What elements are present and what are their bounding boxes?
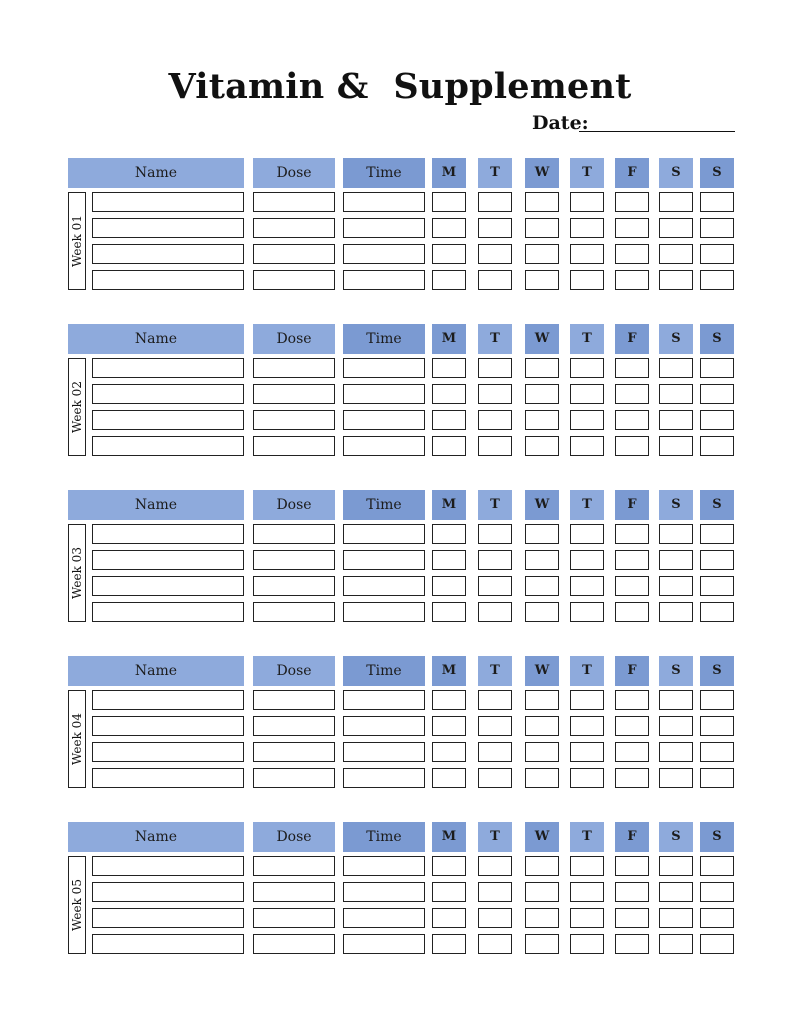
dose-input[interactable] [253, 690, 335, 710]
day-checkbox[interactable] [615, 690, 649, 710]
day-checkbox[interactable] [525, 742, 559, 762]
day-checkbox[interactable] [525, 384, 559, 404]
week-label-box [68, 856, 86, 954]
dose-input[interactable] [253, 934, 335, 954]
name-input[interactable] [92, 716, 244, 736]
column-header-name: Name [68, 656, 244, 686]
day-checkbox[interactable] [478, 244, 512, 264]
day-checkbox[interactable] [570, 882, 604, 902]
dose-input[interactable] [253, 218, 335, 238]
day-checkbox[interactable] [615, 908, 649, 928]
day-checkbox[interactable] [615, 768, 649, 788]
day-checkbox[interactable] [525, 410, 559, 430]
day-checkbox[interactable] [525, 218, 559, 238]
day-checkbox[interactable] [432, 602, 466, 622]
day-checkbox[interactable] [478, 384, 512, 404]
column-header-day: S [659, 158, 693, 188]
dose-input[interactable] [253, 856, 335, 876]
column-header-day: M [432, 822, 466, 852]
day-checkbox[interactable] [525, 602, 559, 622]
column-header-day: M [432, 324, 466, 354]
day-checkbox[interactable] [432, 908, 466, 928]
time-input[interactable] [343, 716, 425, 736]
column-header-day: S [659, 324, 693, 354]
week-block [0, 324, 800, 464]
day-checkbox[interactable] [525, 716, 559, 736]
time-input[interactable] [343, 742, 425, 762]
day-checkbox[interactable] [700, 882, 734, 902]
day-checkbox[interactable] [615, 934, 649, 954]
day-checkbox[interactable] [700, 602, 734, 622]
day-checkbox[interactable] [659, 882, 693, 902]
day-checkbox[interactable] [525, 244, 559, 264]
day-checkbox[interactable] [659, 690, 693, 710]
time-input[interactable] [343, 602, 425, 622]
name-input[interactable] [92, 742, 244, 762]
dose-input[interactable] [253, 192, 335, 212]
day-checkbox[interactable] [570, 856, 604, 876]
day-checkbox[interactable] [432, 358, 466, 378]
day-checkbox[interactable] [570, 908, 604, 928]
day-checkbox[interactable] [570, 244, 604, 264]
day-checkbox[interactable] [615, 436, 649, 456]
day-checkbox[interactable] [525, 358, 559, 378]
day-checkbox[interactable] [432, 550, 466, 570]
day-checkbox[interactable] [700, 550, 734, 570]
name-input[interactable] [92, 768, 244, 788]
day-checkbox[interactable] [432, 716, 466, 736]
column-header-time: Time [343, 324, 425, 354]
day-checkbox[interactable] [432, 856, 466, 876]
day-checkbox[interactable] [659, 524, 693, 544]
column-header-time: Time [343, 490, 425, 520]
day-checkbox[interactable] [478, 218, 512, 238]
day-checkbox[interactable] [525, 768, 559, 788]
day-checkbox[interactable] [700, 384, 734, 404]
day-checkbox[interactable] [525, 192, 559, 212]
day-checkbox[interactable] [700, 934, 734, 954]
dose-input[interactable] [253, 524, 335, 544]
column-header-dose: Dose [253, 324, 335, 354]
day-checkbox[interactable] [570, 410, 604, 430]
day-checkbox[interactable] [478, 934, 512, 954]
name-input[interactable] [92, 270, 244, 290]
name-input[interactable] [92, 576, 244, 596]
day-checkbox[interactable] [432, 384, 466, 404]
date-field-line[interactable] [579, 131, 735, 132]
day-checkbox[interactable] [659, 716, 693, 736]
day-checkbox[interactable] [700, 768, 734, 788]
day-checkbox[interactable] [659, 934, 693, 954]
column-header-day: T [478, 822, 512, 852]
day-checkbox[interactable] [432, 270, 466, 290]
day-checkbox[interactable] [570, 934, 604, 954]
name-input[interactable] [92, 410, 244, 430]
day-checkbox[interactable] [478, 908, 512, 928]
day-checkbox[interactable] [659, 436, 693, 456]
day-checkbox[interactable] [700, 436, 734, 456]
day-checkbox[interactable] [432, 218, 466, 238]
day-checkbox[interactable] [700, 856, 734, 876]
time-input[interactable] [343, 218, 425, 238]
day-checkbox[interactable] [570, 690, 604, 710]
time-input[interactable] [343, 550, 425, 570]
column-header-day: M [432, 656, 466, 686]
day-checkbox[interactable] [478, 716, 512, 736]
day-checkbox[interactable] [478, 768, 512, 788]
name-input[interactable] [92, 856, 244, 876]
day-checkbox[interactable] [478, 270, 512, 290]
column-header-day: F [615, 324, 649, 354]
column-header-day: W [525, 324, 559, 354]
day-checkbox[interactable] [432, 436, 466, 456]
time-input[interactable] [343, 768, 425, 788]
column-header-name: Name [68, 822, 244, 852]
day-checkbox[interactable] [432, 410, 466, 430]
column-header-dose: Dose [253, 490, 335, 520]
time-input[interactable] [343, 410, 425, 430]
column-header-day: M [432, 158, 466, 188]
column-header-name: Name [68, 158, 244, 188]
day-checkbox[interactable] [525, 524, 559, 544]
day-checkbox[interactable] [432, 576, 466, 596]
column-header-day: S [700, 656, 734, 686]
day-checkbox[interactable] [659, 550, 693, 570]
column-header-day: T [570, 656, 604, 686]
day-checkbox[interactable] [525, 856, 559, 876]
name-input[interactable] [92, 358, 244, 378]
day-checkbox[interactable] [615, 384, 649, 404]
dose-input[interactable] [253, 410, 335, 430]
day-checkbox[interactable] [570, 602, 604, 622]
column-header-day: F [615, 490, 649, 520]
day-checkbox[interactable] [570, 742, 604, 762]
column-header-day: F [615, 656, 649, 686]
name-input[interactable] [92, 908, 244, 928]
time-input[interactable] [343, 934, 425, 954]
day-checkbox[interactable] [478, 524, 512, 544]
dose-input[interactable] [253, 270, 335, 290]
name-input[interactable] [92, 436, 244, 456]
day-checkbox[interactable] [432, 690, 466, 710]
page-title: Vitamin & Supplement [168, 66, 632, 107]
day-checkbox[interactable] [570, 716, 604, 736]
day-checkbox[interactable] [570, 524, 604, 544]
day-checkbox[interactable] [615, 856, 649, 876]
week-label: Week 02 [70, 381, 84, 433]
day-checkbox[interactable] [525, 934, 559, 954]
week-label-box [68, 524, 86, 622]
column-header-name: Name [68, 324, 244, 354]
day-checkbox[interactable] [478, 410, 512, 430]
time-input[interactable] [343, 270, 425, 290]
day-checkbox[interactable] [700, 524, 734, 544]
name-input[interactable] [92, 244, 244, 264]
day-checkbox[interactable] [659, 410, 693, 430]
day-checkbox[interactable] [432, 524, 466, 544]
day-checkbox[interactable] [659, 218, 693, 238]
name-input[interactable] [92, 524, 244, 544]
time-input[interactable] [343, 384, 425, 404]
week-block [0, 158, 800, 298]
day-checkbox[interactable] [615, 882, 649, 902]
week-block [0, 822, 800, 962]
day-checkbox[interactable] [432, 882, 466, 902]
dose-input[interactable] [253, 882, 335, 902]
week-label-box [68, 358, 86, 456]
dose-input[interactable] [253, 742, 335, 762]
name-input[interactable] [92, 550, 244, 570]
name-input[interactable] [92, 690, 244, 710]
column-header-dose: Dose [253, 822, 335, 852]
dose-input[interactable] [253, 908, 335, 928]
column-header-day: W [525, 822, 559, 852]
column-header-day: S [700, 158, 734, 188]
day-checkbox[interactable] [615, 270, 649, 290]
day-checkbox[interactable] [525, 576, 559, 596]
name-input[interactable] [92, 384, 244, 404]
column-header-time: Time [343, 158, 425, 188]
day-checkbox[interactable] [700, 742, 734, 762]
time-input[interactable] [343, 882, 425, 902]
column-header-day: W [525, 656, 559, 686]
dose-input[interactable] [253, 436, 335, 456]
day-checkbox[interactable] [700, 908, 734, 928]
week-label: Week 01 [70, 215, 84, 267]
day-checkbox[interactable] [659, 244, 693, 264]
time-input[interactable] [343, 856, 425, 876]
column-header-day: T [570, 490, 604, 520]
time-input[interactable] [343, 192, 425, 212]
day-checkbox[interactable] [659, 384, 693, 404]
column-header-day: S [659, 822, 693, 852]
name-input[interactable] [92, 882, 244, 902]
day-checkbox[interactable] [525, 690, 559, 710]
day-checkbox[interactable] [615, 244, 649, 264]
column-header-day: F [615, 822, 649, 852]
name-input[interactable] [92, 192, 244, 212]
day-checkbox[interactable] [570, 768, 604, 788]
time-input[interactable] [343, 690, 425, 710]
day-checkbox[interactable] [659, 742, 693, 762]
column-header-day: S [659, 656, 693, 686]
time-input[interactable] [343, 576, 425, 596]
day-checkbox[interactable] [478, 576, 512, 596]
column-header-day: T [570, 158, 604, 188]
dose-input[interactable] [253, 576, 335, 596]
name-input[interactable] [92, 602, 244, 622]
day-checkbox[interactable] [615, 524, 649, 544]
time-input[interactable] [343, 244, 425, 264]
day-checkbox[interactable] [570, 436, 604, 456]
time-input[interactable] [343, 358, 425, 378]
dose-input[interactable] [253, 602, 335, 622]
day-checkbox[interactable] [525, 550, 559, 570]
day-checkbox[interactable] [570, 384, 604, 404]
day-checkbox[interactable] [478, 690, 512, 710]
day-checkbox[interactable] [615, 602, 649, 622]
week-label: Week 03 [70, 547, 84, 599]
day-checkbox[interactable] [659, 908, 693, 928]
day-checkbox[interactable] [525, 270, 559, 290]
day-checkbox[interactable] [615, 742, 649, 762]
dose-input[interactable] [253, 384, 335, 404]
week-label-box [68, 192, 86, 290]
column-header-time: Time [343, 656, 425, 686]
column-header-dose: Dose [253, 656, 335, 686]
column-header-day: T [570, 324, 604, 354]
column-header-day: F [615, 158, 649, 188]
day-checkbox[interactable] [570, 576, 604, 596]
day-checkbox[interactable] [659, 358, 693, 378]
column-header-name: Name [68, 490, 244, 520]
day-checkbox[interactable] [615, 576, 649, 596]
column-header-day: T [478, 490, 512, 520]
name-input[interactable] [92, 218, 244, 238]
week-block [0, 490, 800, 630]
column-header-time: Time [343, 822, 425, 852]
day-checkbox[interactable] [659, 602, 693, 622]
week-label: Week 05 [70, 879, 84, 931]
column-header-day: M [432, 490, 466, 520]
day-checkbox[interactable] [478, 882, 512, 902]
day-checkbox[interactable] [570, 270, 604, 290]
day-checkbox[interactable] [700, 270, 734, 290]
day-checkbox[interactable] [700, 690, 734, 710]
day-checkbox[interactable] [570, 192, 604, 212]
week-label-box [68, 690, 86, 788]
day-checkbox[interactable] [615, 218, 649, 238]
time-input[interactable] [343, 524, 425, 544]
day-checkbox[interactable] [615, 716, 649, 736]
day-checkbox[interactable] [615, 358, 649, 378]
day-checkbox[interactable] [659, 192, 693, 212]
dose-input[interactable] [253, 244, 335, 264]
day-checkbox[interactable] [570, 358, 604, 378]
day-checkbox[interactable] [432, 192, 466, 212]
day-checkbox[interactable] [478, 436, 512, 456]
day-checkbox[interactable] [478, 192, 512, 212]
dose-input[interactable] [253, 768, 335, 788]
dose-input[interactable] [253, 716, 335, 736]
day-checkbox[interactable] [525, 908, 559, 928]
column-header-day: S [700, 822, 734, 852]
day-checkbox[interactable] [570, 218, 604, 238]
day-checkbox[interactable] [525, 436, 559, 456]
day-checkbox[interactable] [432, 934, 466, 954]
day-checkbox[interactable] [478, 358, 512, 378]
day-checkbox[interactable] [659, 768, 693, 788]
column-header-day: T [478, 656, 512, 686]
column-header-day: T [478, 324, 512, 354]
column-header-dose: Dose [253, 158, 335, 188]
dose-input[interactable] [253, 550, 335, 570]
day-checkbox[interactable] [659, 576, 693, 596]
day-checkbox[interactable] [478, 602, 512, 622]
day-checkbox[interactable] [615, 410, 649, 430]
column-header-day: W [525, 490, 559, 520]
date-label: Date: [532, 112, 589, 134]
name-input[interactable] [92, 934, 244, 954]
day-checkbox[interactable] [478, 856, 512, 876]
column-header-day: S [659, 490, 693, 520]
day-checkbox[interactable] [615, 550, 649, 570]
time-input[interactable] [343, 436, 425, 456]
column-header-day: S [700, 490, 734, 520]
column-header-day: T [478, 158, 512, 188]
time-input[interactable] [343, 908, 425, 928]
week-label: Week 04 [70, 713, 84, 765]
day-checkbox[interactable] [615, 192, 649, 212]
column-header-day: T [570, 822, 604, 852]
day-checkbox[interactable] [700, 716, 734, 736]
day-checkbox[interactable] [478, 742, 512, 762]
column-header-day: W [525, 158, 559, 188]
day-checkbox[interactable] [700, 218, 734, 238]
day-checkbox[interactable] [432, 742, 466, 762]
dose-input[interactable] [253, 358, 335, 378]
day-checkbox[interactable] [700, 192, 734, 212]
column-header-day: S [700, 324, 734, 354]
day-checkbox[interactable] [570, 550, 604, 570]
day-checkbox[interactable] [700, 576, 734, 596]
day-checkbox[interactable] [525, 882, 559, 902]
day-checkbox[interactable] [700, 244, 734, 264]
day-checkbox[interactable] [432, 768, 466, 788]
day-checkbox[interactable] [659, 270, 693, 290]
week-block [0, 656, 800, 796]
day-checkbox[interactable] [659, 856, 693, 876]
day-checkbox[interactable] [432, 244, 466, 264]
day-checkbox[interactable] [700, 358, 734, 378]
day-checkbox[interactable] [700, 410, 734, 430]
day-checkbox[interactable] [478, 550, 512, 570]
